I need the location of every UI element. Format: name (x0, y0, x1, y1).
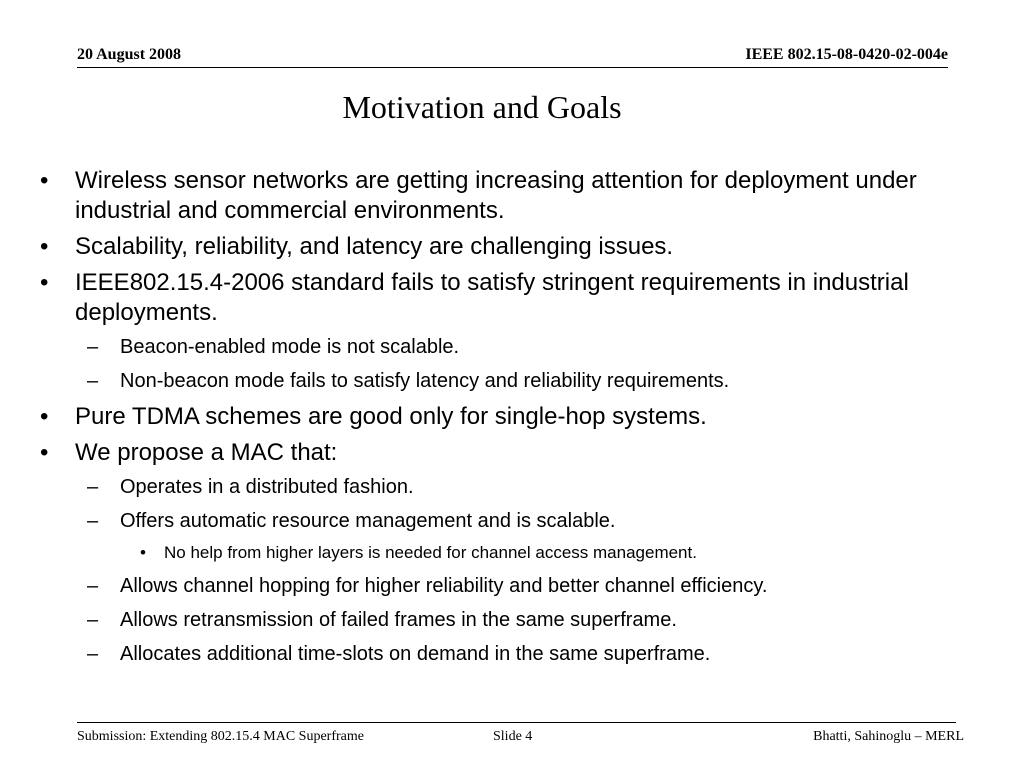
header-divider (77, 67, 948, 68)
sub-bullet-text: Beacon-enabled mode is not scalable. (120, 336, 460, 358)
footer-authors: Bhatti, Sahinoglu – MERL (813, 729, 964, 744)
sub-bullet-item (40, 334, 1010, 360)
bullet-text: We propose a MAC that: (75, 439, 338, 466)
sub-bullet-marker: – (87, 370, 99, 392)
bullet-marker: • (40, 269, 49, 296)
sub-bullet-text: Allocates additional time-slots on demand in the same superframe. (120, 643, 711, 665)
bullet-marker: • (40, 439, 49, 466)
footer-slide-number: Slide 4 (493, 729, 533, 744)
bullet-item (40, 232, 1010, 262)
bullet-text: Wireless sensor networks are getting increasing attention for deployment under industrial and commercial environments. (75, 167, 917, 224)
footer-divider (77, 722, 956, 723)
slide-title: Motivation and Goals (342, 89, 622, 125)
sub-bullet-marker: – (87, 510, 99, 532)
sub-bullet-marker: – (87, 476, 99, 498)
bullet-item (40, 438, 1010, 468)
sub-bullet-item (40, 641, 1010, 667)
bullet-item (40, 402, 1010, 432)
sub-bullet-marker: – (87, 336, 99, 358)
bullet-item (40, 166, 1010, 226)
sub-sub-bullet-text: No help from higher layers is needed for channel access management. (164, 543, 697, 562)
bullet-text: Pure TDMA schemes are good only for single-hop systems. (75, 403, 707, 430)
sub-sub-bullet-marker: • (140, 543, 146, 562)
bullet-item (40, 268, 1010, 328)
sub-sub-bullet-item (40, 542, 1010, 564)
bullet-list (40, 166, 1010, 675)
header-document-id: IEEE 802.15-08-0420-02-004e (745, 46, 948, 63)
bullet-marker: • (40, 233, 49, 260)
sub-bullet-item (40, 474, 1010, 500)
header-date: 20 August 2008 (77, 46, 182, 63)
sub-bullet-text: Allows channel hopping for higher reliability and better channel efficiency. (120, 575, 768, 597)
sub-bullet-marker: – (87, 609, 99, 631)
sub-bullet-item (40, 508, 1010, 534)
sub-bullet-marker: – (87, 575, 99, 597)
bullet-marker: • (40, 167, 49, 194)
sub-bullet-item (40, 607, 1010, 633)
sub-bullet-text: Offers automatic resource management and is scalable. (120, 510, 616, 532)
sub-bullet-marker: – (87, 643, 99, 665)
bullet-text: IEEE802.15.4-2006 standard fails to satisfy stringent requirements in industrial deployments. (75, 269, 909, 326)
sub-bullet-text: Operates in a distributed fashion. (120, 476, 414, 498)
bullet-marker: • (40, 403, 49, 430)
bullet-text: Scalability, reliability, and latency are challenging issues. (75, 233, 674, 260)
sub-bullet-item (40, 368, 1010, 394)
footer-submission: Submission: Extending 802.15.4 MAC Superframe (77, 729, 364, 744)
sub-bullet-item (40, 573, 1010, 599)
sub-bullet-text: Allows retransmission of failed frames in the same superframe. (120, 609, 677, 631)
sub-bullet-text: Non-beacon mode fails to satisfy latency and reliability requirements. (120, 370, 730, 392)
